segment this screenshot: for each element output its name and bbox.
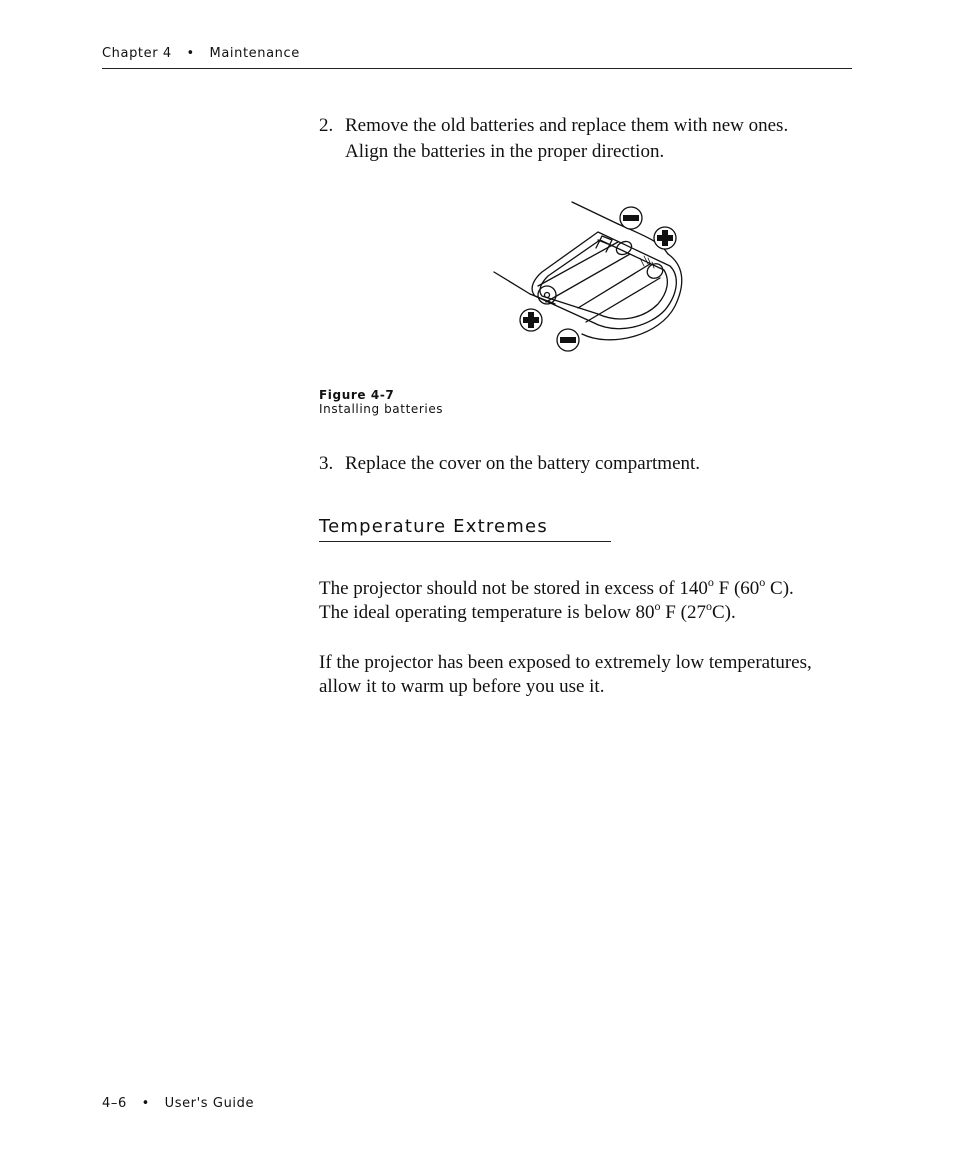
footer-title: User's Guide [164,1096,255,1111]
text-run: The ideal operating temperature is below 80 [319,602,655,623]
minus-icon [557,329,579,351]
figure-caption-text: Installing batteries [319,402,444,416]
step-text-line1: Replace the cover on the battery compartment. [345,453,701,474]
page-footer [102,1096,254,1111]
plus-icon [520,309,542,331]
plus-icon [654,227,676,249]
temperature-line1 [319,577,849,601]
remote-edge-left [494,272,530,294]
footer-separator: • [141,1096,150,1111]
degree-symbol: o [654,599,661,613]
text-run: F (60 [713,578,760,599]
step-number: 3. [319,453,334,474]
figure-label: Figure 4-7 [319,388,395,402]
section-heading: Temperature Extremes [319,516,611,542]
remote-edge-top [572,202,618,224]
battery-compartment [532,232,676,329]
step-2 [319,113,845,165]
text-run: C). [765,578,794,599]
step-text-line2: Align the batteries in the proper direction. [345,141,665,162]
text-run: The projector should not be stored in excess of 140 [319,578,708,599]
minus-icon [620,207,642,229]
figure-caption [319,388,443,416]
degree-symbol: o [707,575,714,589]
step-text-line1: Remove the old batteries and replace them with new ones. [345,115,789,136]
degree-symbol: o [759,575,766,589]
step-3 [319,451,845,477]
header-section: Maintenance [209,46,300,61]
header-separator: • [186,46,195,61]
cold-temperature-paragraph [319,651,849,699]
text-run: C). [711,602,736,623]
degree-symbol: o [705,599,712,613]
battery-installation-figure [490,196,690,356]
cold-line1: If the projector has been exposed to extremely low temperatures, [319,652,812,673]
header-chapter: Chapter 4 [102,46,172,61]
cold-line2: allow it to warm up before you use it. [319,676,605,697]
step-number: 2. [319,115,334,136]
page-number: 4–6 [102,1096,127,1111]
temperature-paragraph [319,577,849,625]
temperature-line2 [319,601,849,625]
running-header [102,46,852,69]
battery-compartment-illustration [490,196,690,356]
text-run: F (27 [660,602,706,623]
